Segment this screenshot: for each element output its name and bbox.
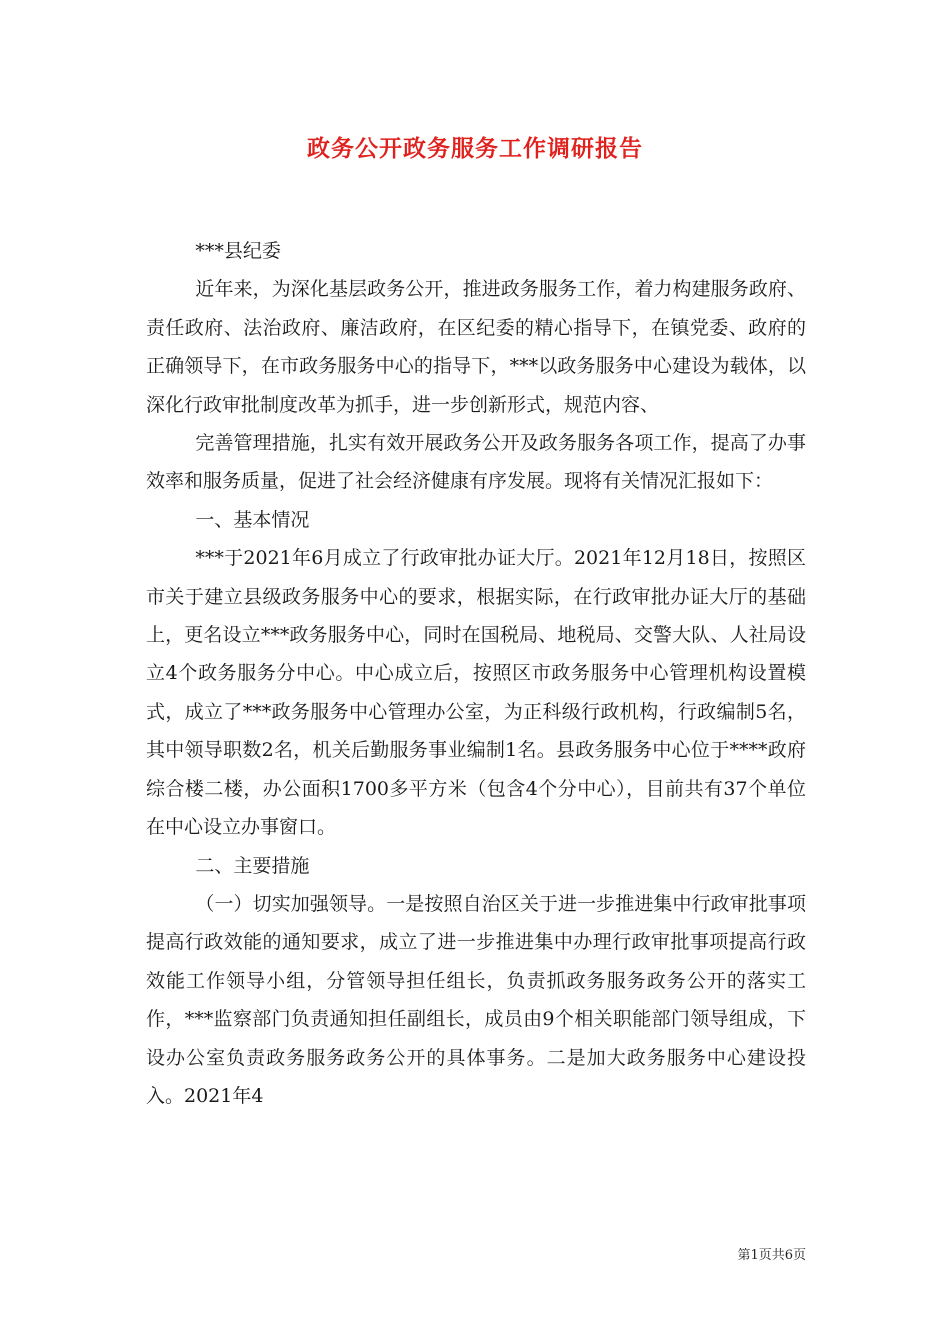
paragraph-main-measures: （一）切实加强领导。一是按照自治区关于进一步推进集中行政审批事项提高行政效能的通知要求，成立了进一步推进集中办理行政审批事项提高行政效能工作领导小组，分管领导担任组长，负责抓政务服务政务公开的落实工作，***监察部门负责通知担任副组长，成员由9个相关职能部门领导组成，下设办公室负责政务服务政务公开的具体事务。二是加大政务服务中心建设投入。2021年4 [146,892,806,1107]
document-body [146,232,806,1115]
page-number: 第1页共6页 [737,1248,806,1263]
section-heading-main-measures: 二、主要措施 [195,854,310,877]
paragraph-basic-situation: ***于2021年6月成立了行政审批办证大厅。2021年12月18日，按照区市关于建立县级政务服务中心的要求，根据实际，在行政审批办证大厅的基础上，更名设立***政务服务中心，同时在国税局、地税局、交警大队、人社局设立4个政务服务分中心。中心成立后，按照区市政务服务中心管理机构设置模式，成立了***政务服务中心管理办公室，为正科级行政机构，行政编制5名，其中领导职数2名，机关后勤服务事业编制1名。县政务服务中心位于****政府综合楼二楼，办公面积1700多平方米（包含4个分中心），目前共有37个单位在中心设立办事窗口。 [146,547,806,839]
paragraph-intro: 近年来，为深化基层政务公开，推进政务服务工作，着力构建服务政府、责任政府、法治政府、廉洁政府，在区纪委的精心指导下，在镇党委、政府的正确领导下，在市政务服务中心的指导下，***以政务服务中心建设为载体，以深化行政审批制度改革为抓手，进一步创新形式，规范内容、 [146,278,806,416]
author-line: ***县纪委 [195,240,281,262]
document-title: 政务公开政务服务工作调研报告 [307,135,643,162]
paragraph-intro-continued: 完善管理措施，扎实有效开展政务公开及政务服务各项工作，提高了办事效率和服务质量，促进了社会经济健康有序发展。现将有关情况汇报如下： [146,432,806,493]
section-heading-basic-situation: 一、基本情况 [195,508,310,531]
